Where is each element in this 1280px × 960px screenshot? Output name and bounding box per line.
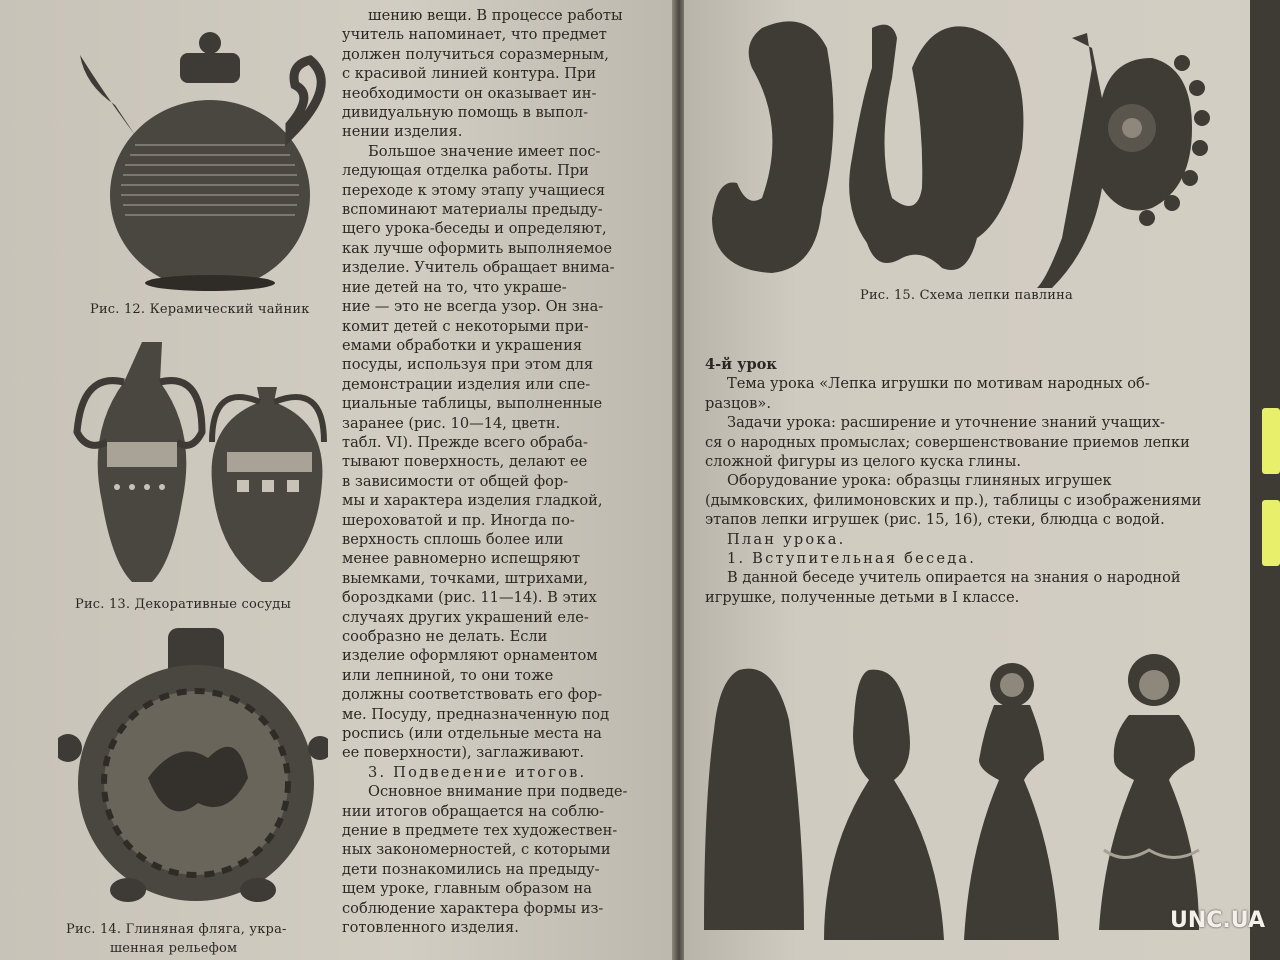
bookmark-tab-3	[1262, 500, 1280, 566]
text-line: нии итогов обращается на соблю-	[342, 802, 605, 820]
right-page-text	[705, 355, 1215, 607]
text-line: случаях других украшений еле-	[342, 608, 589, 626]
text-line: ледующая отделка работы. При	[342, 162, 589, 180]
intro-talk-line: игрушке, полученные детьми в I классе.	[705, 588, 1020, 606]
fig13-caption: Рис. 13. Декоративные сосуды	[75, 597, 292, 612]
text-line: Большое значение имеет пос-	[368, 142, 601, 160]
left-page-text-column	[342, 6, 627, 938]
text-line: в зависимости от общей фор-	[342, 472, 569, 490]
lesson-equipment-line: Оборудование урока: образцы глиняных игрушек	[727, 472, 1112, 490]
fig12-caption: Рис. 12. Керамический чайник	[90, 302, 310, 317]
intro-talk-line: В данной беседе учитель опирается на знания о народной	[727, 569, 1181, 587]
text-line: циальные таблицы, выполненные	[342, 395, 603, 413]
text-line: соблюдение характера формы из-	[342, 899, 604, 917]
text-line: менее равномерно испещряют	[342, 550, 581, 568]
text-line: как лучше оформить выполняемое	[342, 239, 612, 257]
peacock-modeling-scheme-illustration	[692, 8, 1212, 293]
lesson-topic-line: Тема урока «Лепка игрушки по мотивам народных об-	[727, 375, 1150, 393]
text-line: дети познакомились на предыду-	[342, 860, 600, 878]
text-line: емами обработки и украшения	[342, 336, 583, 354]
lesson-plan-heading: План урока.	[727, 530, 846, 548]
text-line: выемками, точками, штрихами,	[342, 569, 589, 587]
text-line: ее поверхности), заглаживают.	[342, 744, 585, 762]
text-line: должен получиться соразмерным,	[342, 45, 609, 63]
lesson-topic-line: разцов».	[705, 394, 771, 412]
lesson-tasks-line: ся о народных промыслах; совершенствование приемов лепки	[705, 433, 1190, 451]
text-line: учитель напоминает, что предмет	[342, 26, 607, 44]
bookmark-tab-2	[1262, 408, 1280, 474]
text-line: верхность сплошь более или	[342, 530, 564, 548]
watermark-logo: UNC.UA	[1170, 908, 1265, 933]
text-line: изделие. Учитель обращает внима-	[342, 259, 615, 277]
text-line: сообразно не делать. Если	[342, 628, 548, 645]
text-line: изделие оформляют орнаментом	[342, 647, 598, 665]
text-line: бороздками (рис. 11—14). В этих	[342, 589, 597, 607]
lesson-tasks-line: Задачи урока: расширение и уточнение знаний учащих-	[727, 414, 1165, 432]
text-line: ние — это не всегда узор. Он зна-	[342, 298, 604, 316]
text-line: готовленного изделия.	[342, 919, 519, 937]
text-line: переходе к этому этапу учащиеся	[342, 181, 606, 199]
text-line: дение в предмете тех художествен-	[342, 822, 618, 840]
text-line: заранее (рис. 10—14, цветн.	[342, 414, 561, 432]
fig14-caption-line1: Рис. 14. Глиняная фляга, укра-	[66, 922, 287, 937]
lesson-equipment-line: (дымковских, филимоновских и пр.), таблицы с изображениями	[705, 491, 1202, 509]
text-line: шероховатой и пр. Иногда по-	[342, 511, 575, 529]
decorative-vessels-illustration	[62, 342, 332, 587]
text-line: посуды, используя при этом для	[342, 356, 594, 374]
text-line: демонстрации изделия или спе-	[342, 375, 591, 393]
text-line: ме. Посуду, предназначенную под	[342, 705, 610, 723]
text-line: тывают поверхность, делают ее	[342, 453, 588, 471]
text-line: щего урока-беседы и определяют,	[342, 220, 607, 238]
text-line: табл. VI). Прежде всего обраба-	[342, 433, 588, 451]
fig15-caption: Рис. 15. Схема лепки павлина	[860, 288, 1073, 303]
toy-modeling-stages-illustration	[694, 650, 1214, 960]
lesson-heading: 4-й урок	[705, 356, 777, 373]
lesson-tasks-line: сложной фигуры из целого куска глины.	[705, 453, 1021, 471]
lesson-equipment-line: этапов лепки игрушек (рис. 15, 16), стеки, блюдца с водой.	[705, 511, 1165, 529]
teapot-illustration	[75, 25, 340, 295]
text-line: комит детей с некоторыми при-	[342, 317, 589, 335]
text-line: ние детей на то, что украше-	[342, 278, 567, 296]
text-line: Основное внимание при подведе-	[368, 783, 628, 801]
text-line: вспоминают материалы предыду-	[342, 201, 603, 219]
intro-talk-heading: 1. Вступительная беседа.	[727, 550, 977, 568]
text-line: дивидуальную помощь в выпол-	[342, 104, 589, 122]
text-line: шению вещи. В процессе работы	[368, 7, 623, 24]
section-heading-summary: 3. Подведение итогов.	[368, 763, 587, 781]
text-line: мы и характера изделия гладкой,	[342, 492, 603, 510]
clay-flask-illustration	[58, 628, 328, 908]
text-line: нении изделия.	[342, 123, 463, 141]
fig14-caption-line2: шенная рельефом	[110, 941, 238, 956]
text-line: с красивой линией контура. При	[342, 65, 597, 83]
text-line: ных закономерностей, с которыми	[342, 841, 611, 859]
text-line: должны соответствовать его фор-	[342, 686, 603, 704]
text-line: или лепниной, то они тоже	[342, 666, 554, 684]
text-line: щем уроке, главным образом на	[342, 880, 592, 898]
text-line: роспись (или отдельные места на	[342, 725, 602, 743]
text-line: необходимости он оказывает ин-	[342, 84, 597, 102]
page-edge-background	[1250, 0, 1280, 960]
